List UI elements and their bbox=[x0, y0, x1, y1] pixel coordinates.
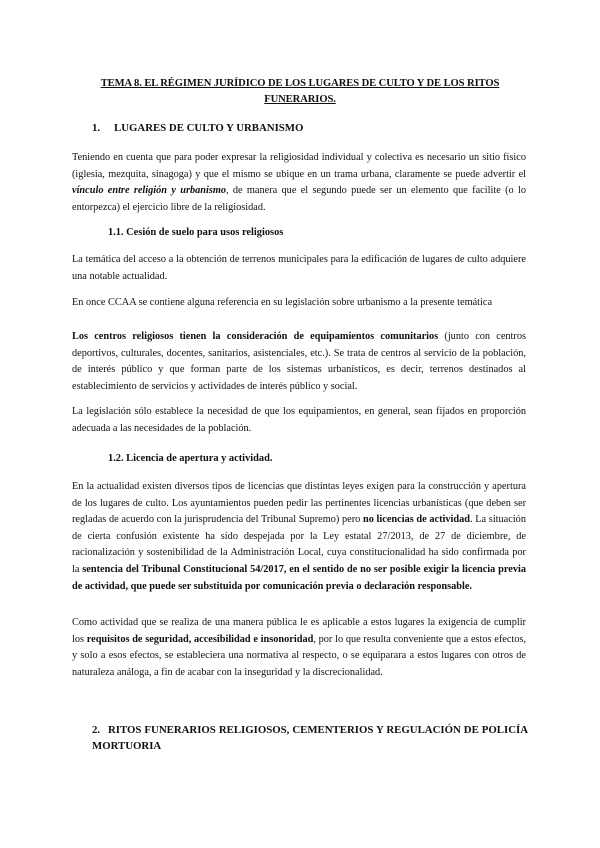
paragraph-legislacion: La legislación sólo establece la necesidad de que los equipamientos, en general, sean fijados en proporción adecuada a las necesidades de la población. bbox=[72, 406, 526, 434]
paragraph-tematica: La temática del acceso a la obtención de terrenos municipales para la edificación de lugares de culto adquiere una notable actualidad. bbox=[72, 254, 526, 282]
actividad-text-2: , por lo que resulta conveniente que a estos efectos, y solo a esos efectos, se estableciera una normativa al respecto, o se equiparara a estos lugares con otros de naturaleza análoga, a fin de acabar con la inseguridad y la discrecionalidad. bbox=[72, 633, 526, 678]
section-title: RITOS FUNERARIOS RELIGIOSOS, CEMENTERIOS Y REGULACIÓN DE POLICÍA MORTUORIA bbox=[92, 724, 528, 752]
intro-paragraph bbox=[72, 150, 526, 216]
paragraph-once-ccaa: En once CCAA se contiene alguna referencia en su legislación sobre urbanismo a la presente temática bbox=[72, 297, 493, 308]
actividad-bold: requisitos de seguridad, accesibilidad e insonoridad bbox=[86, 633, 314, 645]
subsection-heading-1-2: 1.2. Licencia de apertura y actividad. bbox=[108, 453, 273, 464]
centros-text: (junto con centros deportivos, culturales, docentes, sanitarios, asistenciales, etc.). Se trata de centros al servicio de la población, de interés público y que forman parte de los sistemas urbanísticos, es decir, terrenos destinados al establecimiento de servicios y actividades de interés público y social. bbox=[72, 331, 526, 392]
licencia-bold-1: no licencias de actividad bbox=[363, 514, 471, 526]
actividad-text-1: Como actividad que se realiza de una manera pública le es aplicable a estos lugares la exigencia de cumplir los bbox=[72, 617, 526, 645]
paragraph-licencia bbox=[72, 479, 526, 595]
subsection-heading-1-1: 1.1. Cesión de suelo para usos religiosos bbox=[108, 227, 284, 238]
document-title: TEMA 8. EL RÉGIMEN JURÍDICO DE LOS LUGARES DE CULTO Y DE LOS RITOS FUNERARIOS. bbox=[100, 78, 500, 105]
intro-text-end: , de manera que el segundo puede ser un elemento que facilite (o lo entorpezca) el ejercicio libre de la religiosidad. bbox=[72, 185, 526, 213]
intro-text: Teniendo en cuenta que para poder expresar la religiosidad individual y colectiva es necesario un sitio físico (iglesia, mezquita, sinagoga) y que el mismo se ubique en un trama urbana, claramente se puede advertir el bbox=[72, 152, 526, 180]
licencia-text-2: . La situación de cierta confusión existente ha sido despejada por la Ley estatal 27/2013, de 27 de diciembre, de racionalización y sostenibilidad de la Administración Local, cuya constitucionalidad ha sido confirmada por la bbox=[72, 514, 526, 575]
paragraph-actividad bbox=[72, 615, 526, 681]
licencia-text-1: En la actualidad existen diversos tipos de licencias que distintas leyes exigen para la construcción y apertura de los lugares de culto. Los ayuntamientos pueden pedir las pertinentes licencias urbanísticas (que deben ser regladas de acuerdo con la jurisprudencia del Tribunal Supremo) pero bbox=[72, 481, 526, 526]
paragraph-centros-religiosos bbox=[72, 329, 526, 395]
section-title: LUGARES DE CULTO Y URBANISMO bbox=[114, 122, 304, 134]
centros-bold: Los centros religiosos tienen la consideración de equipamientos comunitarios bbox=[72, 331, 439, 342]
section-number: 2. bbox=[92, 724, 101, 736]
intro-emphasis: vínculo entre religión y urbanismo bbox=[72, 185, 226, 197]
licencia-bold-2: sentencia del Tribunal Constitucional 54/2017, en el sentido de no ser posible exigir la licencia previa de actividad, que puede ser substituida por comunicación previa o declaración responsable. bbox=[72, 563, 526, 592]
section-number: 1. bbox=[92, 122, 101, 134]
section-heading-1 bbox=[92, 121, 532, 135]
section-heading-2 bbox=[92, 722, 528, 754]
